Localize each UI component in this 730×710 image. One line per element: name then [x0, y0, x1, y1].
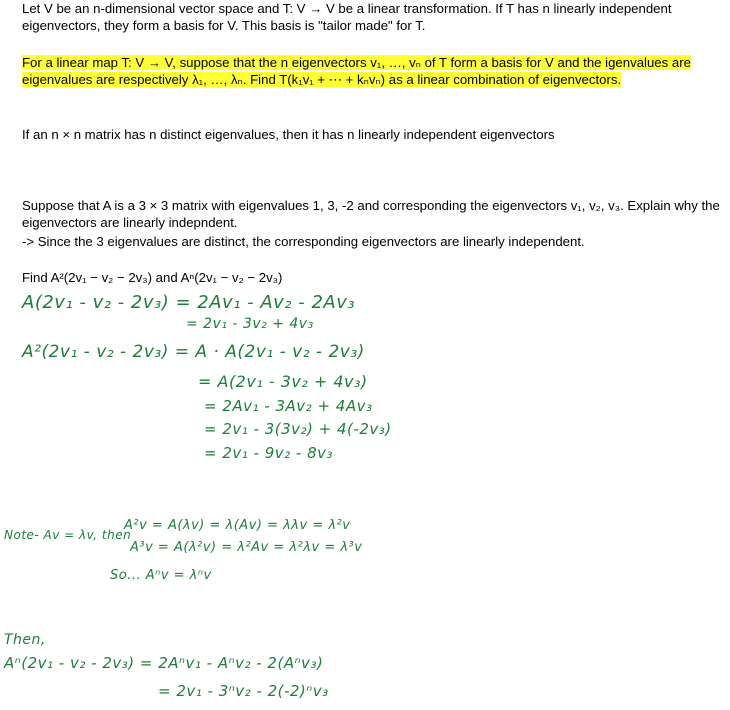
paragraph-find-powers: Find A²(2v₁ − v₂ − 2v₃) and Aⁿ(2v₁ − v₂ − 2v₃)	[22, 270, 283, 285]
handwriting-note-line-1: A²v = A(λv) = λ(Av) = λλv = λ²v	[124, 518, 351, 533]
paragraph-basis-definition: Let V be an n-dimensional vector space and T: V → V be a linear transformation. If T has n linearly independent eigenvectors, they form a basis for V. This basis is "tailor made" for T.	[22, 1, 672, 33]
paragraph-answer: -> Since the 3 eigenvalues are distinct, the corresponding eigenvectors are linearly independent.	[22, 234, 585, 249]
handwriting-final-line-2: = 2v₁ - 3ⁿv₂ - 2(-2)ⁿv₃	[158, 682, 329, 700]
handwriting-line-2: = 2v₁ - 3v₂ + 4v₃	[186, 316, 314, 332]
paragraph-3x3-question: Suppose that A is a 3 × 3 matrix with eigenvalues 1, 3, -2 and corresponding the eigenvectors v₁, v₂, v₃. Explain why the eigenvectors are linearly indepndent.	[22, 198, 720, 230]
handwriting-line-7: = 2v₁ - 9v₂ - 8v₃	[204, 444, 334, 462]
handwriting-then: Then,	[4, 632, 46, 648]
handwriting-note-line-2: A³v = A(λ²v) = λ²Av = λ²λv = λ³v	[130, 540, 363, 555]
handwriting-line-6: = 2v₁ - 3(3v₂) + 4(-2v₃)	[204, 420, 392, 438]
handwriting-line-3: A²(2v₁ - v₂ - 2v₃) = A · A(2v₁ - v₂ - 2v₃)	[22, 342, 365, 362]
handwriting-line-4: = A(2v₁ - 3v₂ + 4v₃)	[198, 372, 368, 391]
highlighted-question	[22, 54, 722, 88]
handwriting-line-5: = 2Av₁ - 3Av₂ + 4Av₃	[204, 397, 373, 415]
handwriting-line-1: A(2v₁ - v₂ - 2v₃) = 2Av₁ - Av₂ - 2Av₃	[22, 292, 356, 313]
handwriting-note-label: Note- Av = λv, then	[4, 528, 132, 542]
handwriting-final-line-1: Aⁿ(2v₁ - v₂ - 2v₃) = 2Aⁿv₁ - Aⁿv₂ - 2(Aⁿv₃)	[4, 654, 324, 672]
paragraph-distinct-eigenvalues: If an n × n matrix has n distinct eigenvalues, then it has n linearly independent eigenvectors	[22, 127, 555, 142]
highlighted-question-text: For a linear map T: V → V, suppose that the n eigenvectors v₁, …, vₙ of T form a basis for V and the igenvalues are eigenvalues are respectively λ₁, …, λₙ. Find T(k₁v₁ + ⋯ + kₙvₙ) as a linear combination of eigenvectors.	[22, 55, 691, 87]
handwriting-note-line-3: So... Aⁿv = λⁿv	[110, 568, 212, 583]
